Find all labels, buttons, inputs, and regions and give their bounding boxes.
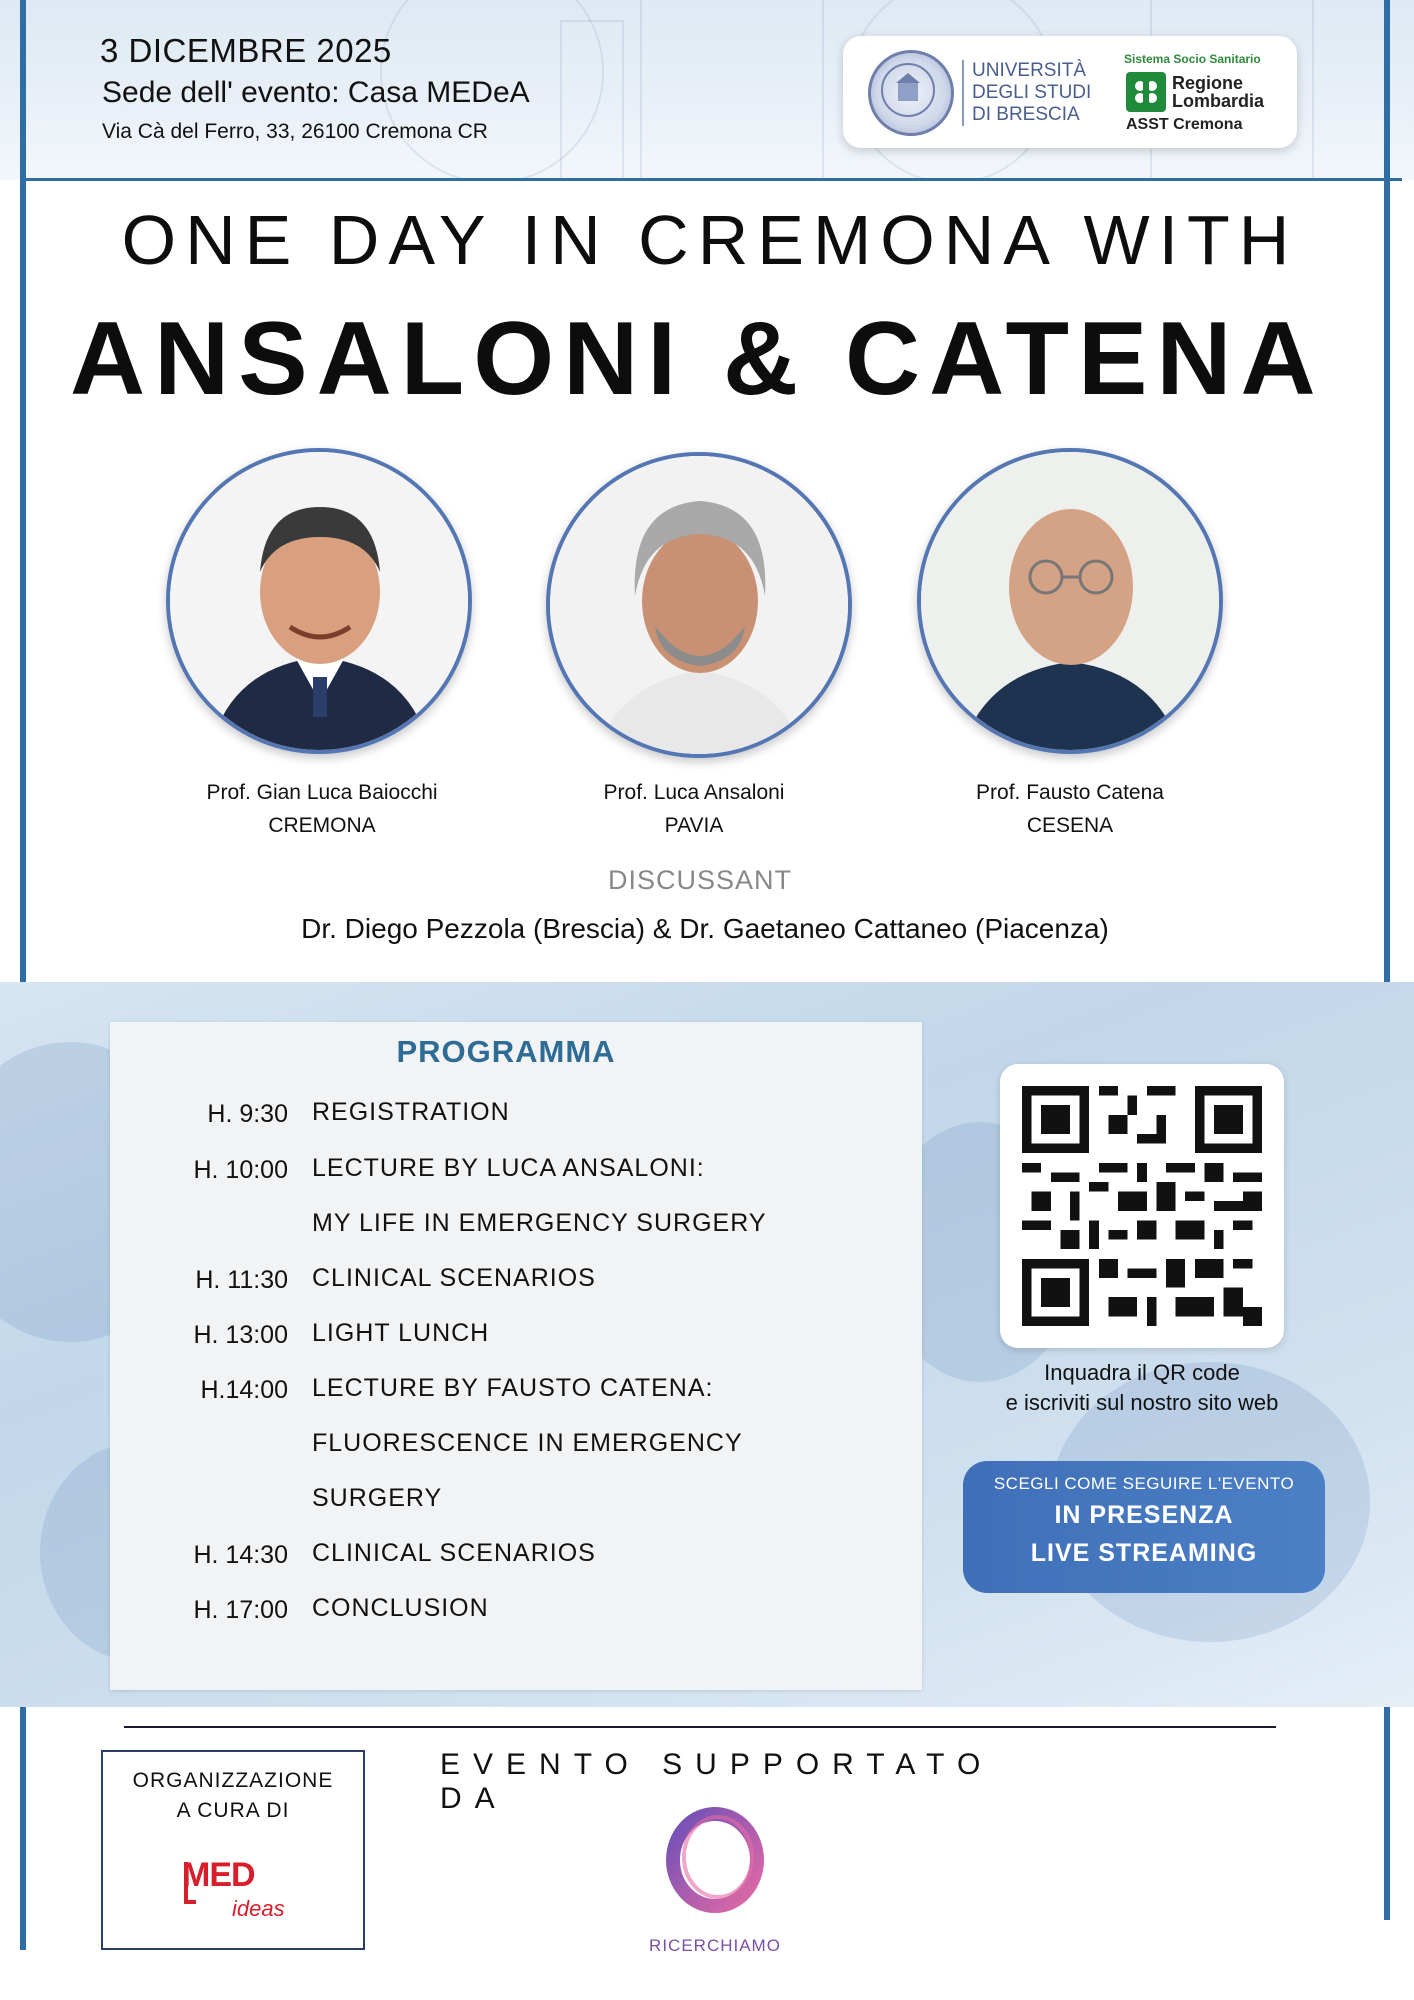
registration-qr-code[interactable] bbox=[1022, 1086, 1262, 1326]
ricerchiamo-ring-icon bbox=[660, 1800, 770, 1920]
program-item: LIGHT LUNCH bbox=[312, 1319, 490, 1347]
program-item: CONCLUSION bbox=[312, 1594, 489, 1622]
program-item: REGISTRATION bbox=[312, 1098, 510, 1126]
university-name: UNIVERSITÀ DEGLI STUDI DI BRESCIA bbox=[962, 60, 1122, 126]
discussant-names: Dr. Diego Pezzola (Brescia) & Dr. Gaetaneo Cattaneo (Piacenza) bbox=[301, 913, 1109, 944]
program-item: LECTURE BY FAUSTO CATENA: bbox=[312, 1374, 714, 1402]
program-title: PROGRAMMA bbox=[396, 1034, 616, 1069]
program-item: MY LIFE IN EMERGENCY SURGERY bbox=[312, 1209, 767, 1237]
discussant-label: DISCUSSANT bbox=[607, 865, 793, 895]
footer-divider bbox=[124, 1726, 1276, 1728]
program-time: H. 14:30 bbox=[193, 1541, 288, 1569]
program-item: CLINICAL SCENARIOS bbox=[312, 1539, 596, 1567]
organizer-label: ORGANIZZAZIONE A CURA DI bbox=[132, 1769, 334, 1822]
event-venue: Sede dell' evento: Casa MEDeA bbox=[102, 76, 530, 109]
ricerchiamo-logo-text: RICERCHIAMO bbox=[649, 1936, 781, 1955]
event-address: Via Cà del Ferro, 33, 26100 Cremona CR bbox=[102, 120, 488, 143]
regional-system-label: Sistema Socio Sanitario bbox=[1124, 52, 1261, 66]
speaker-name: Prof. Luca Ansaloni bbox=[603, 781, 785, 804]
program-time: H. 17:00 bbox=[193, 1596, 288, 1624]
program-time: H. 13:00 bbox=[193, 1321, 288, 1349]
med-ideas-logo-text: MED bbox=[182, 1856, 255, 1894]
university-seal-icon bbox=[868, 50, 954, 136]
header-divider bbox=[22, 178, 1402, 181]
speaker-city: CESENA bbox=[1026, 814, 1114, 837]
speaker-city: CREMONA bbox=[268, 814, 376, 837]
speaker-photo-baiocchi bbox=[166, 448, 472, 754]
program-item: FLUORESCENCE IN EMERGENCY bbox=[312, 1429, 743, 1457]
program-time: H.14:00 bbox=[200, 1376, 288, 1404]
event-date: 3 DICEMBRE 2025 bbox=[100, 32, 392, 69]
speaker-photo-catena bbox=[917, 448, 1223, 754]
event-title-line-2: ANSALONI & CATENA bbox=[70, 301, 1325, 417]
asst-cremona-name: ASST Cremona bbox=[1126, 116, 1243, 133]
program-item: LECTURE BY LUCA ANSALONI: bbox=[312, 1154, 705, 1182]
program-item: CLINICAL SCENARIOS bbox=[312, 1264, 596, 1292]
attendance-heading: SCEGLI COME SEGUIRE L'EVENTO bbox=[993, 1474, 1295, 1493]
supported-by-label: EVENTO SUPPORTATO DA bbox=[440, 1748, 994, 1815]
program-time: H. 10:00 bbox=[193, 1156, 288, 1184]
speaker-name: Prof. Fausto Catena bbox=[976, 781, 1164, 804]
attendance-live-streaming: LIVE STREAMING bbox=[1030, 1539, 1258, 1567]
speaker-name: Prof. Gian Luca Baiocchi bbox=[206, 781, 438, 804]
speaker-photo-ansaloni bbox=[546, 452, 852, 758]
regione-lombardia-name: Regione Lombardia bbox=[1172, 73, 1265, 111]
speaker-city: PAVIA bbox=[664, 814, 724, 837]
program-time: H. 11:30 bbox=[195, 1266, 288, 1294]
program-time: H. 9:30 bbox=[207, 1100, 288, 1128]
attendance-in-person: IN PRESENZA bbox=[1054, 1501, 1234, 1529]
event-title-line-1: ONE DAY IN CREMONA WITH bbox=[121, 201, 1299, 279]
qr-caption: Inquadra il QR code e iscriviti sul nostro sito web bbox=[1005, 1360, 1279, 1415]
med-ideas-logo-subtext: ideas bbox=[232, 1896, 285, 1921]
program-item: SURGERY bbox=[312, 1484, 443, 1512]
lombardia-cross-icon bbox=[1126, 72, 1166, 112]
